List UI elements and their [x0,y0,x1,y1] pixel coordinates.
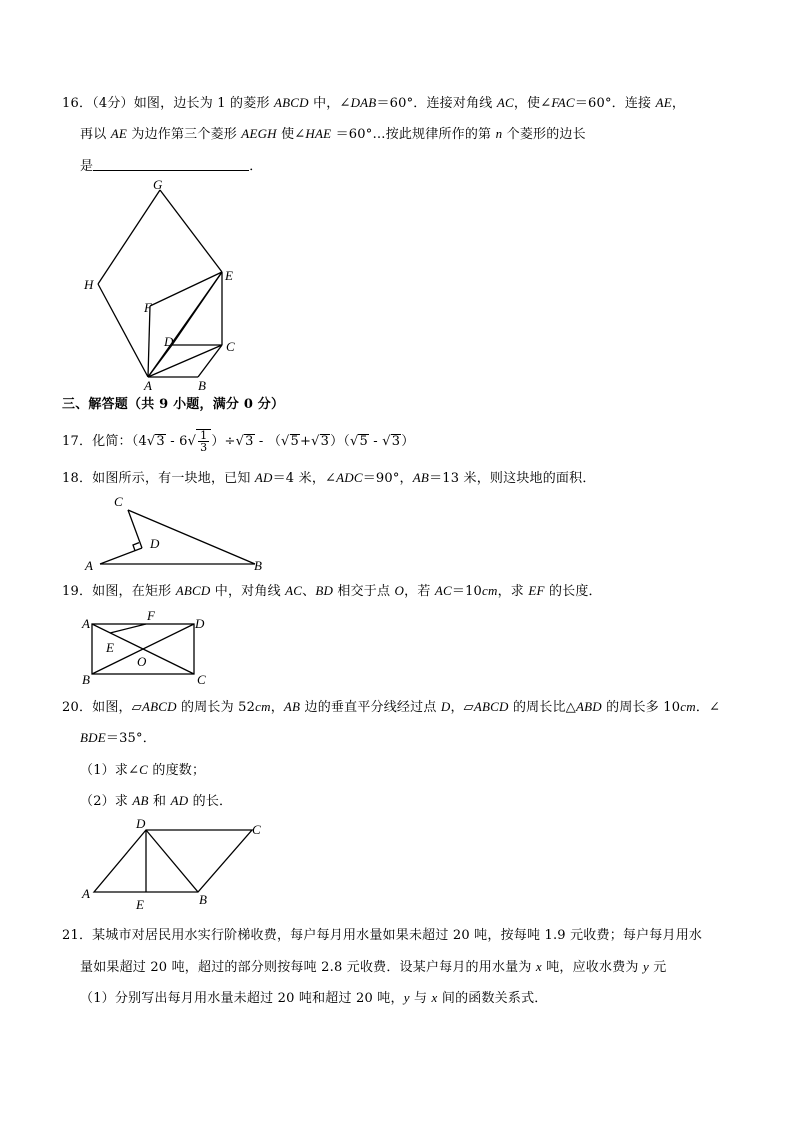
q16-var: AE [110,126,128,141]
q20-text: ＝35°． [105,731,156,746]
q21-line-1: 21．某城市对居民用水实行阶梯收费，每户每月用水量如果未超过 20 吨，按每吨 1.9 元收费；每户每月用水 [62,928,703,943]
q16-var: HAE [305,126,332,141]
q21-text: 量如果超过 20 吨，超过的部分则按每吨 2.8 元收费．设某户每月的用水量为 [80,960,536,975]
q21-text: （1）分别写出每月用水量未超过 20 吨和超过 20 吨， [80,991,404,1006]
label-C: C [114,494,123,509]
edge-CB [128,510,255,564]
q20-unit: cm [680,699,696,714]
q20-text: （2）求 [80,794,133,809]
label-D: D [150,536,160,551]
parallelogram-ABCD [94,830,252,892]
q19-text: 的长度． [544,584,602,599]
q18-var: AB [412,470,430,485]
q20-text: 的周长比△ [508,700,576,715]
q16-line-1 [62,94,685,113]
q17-text: ）÷ [211,434,236,449]
label-E: E [136,897,144,912]
q21-var: x [535,959,542,974]
edge-DE [172,272,222,345]
q20-text: 的长． [188,794,233,809]
q19-unit: cm [482,583,498,598]
q20-text: 的周长多 10 [601,700,681,715]
q16-text: ， [671,96,686,111]
q20-text: ， [270,700,284,715]
label-F: F [147,608,155,623]
q21-text: 元 [648,960,667,975]
label-E: E [106,640,114,655]
q16-text: ＝60°．连接 [574,96,656,111]
radicand: 5 [359,434,368,449]
q20-line-2 [80,729,156,748]
section-3-heading: 三、解答题（共 9 小题，满分 0 分） [62,397,285,412]
edge-AD [100,548,142,564]
q17-text: - （ [254,434,282,449]
q16-text: 个菱形的边长 [502,127,586,142]
q20-text: 的度数； [148,763,206,778]
label-E: E [225,268,233,283]
q16-text: 是 [80,159,94,174]
edge-GE [160,190,222,272]
q19-text: 、 [302,584,316,599]
q18-var: ADC [336,470,363,485]
label-G: G [153,177,163,192]
label-A: A [85,558,93,573]
q16-line-2 [80,125,586,144]
q19-var: AC [285,583,303,598]
q19-var: EF [528,583,545,598]
label-F: F [144,300,152,315]
q16-var: AEGH [241,126,277,141]
q16-text: ＝60°．连接对角线 [376,96,497,111]
q21-text: 吨，应收水费为 [541,960,643,975]
label-B: B [82,672,90,687]
q16-var: AC [496,95,514,110]
q16-var: AE [655,95,672,110]
q21-text: 与 [409,991,432,1006]
q20-var: ABD [575,699,602,714]
q19-text: 19．如图，在矩形 [62,584,176,599]
label-B: B [254,558,262,573]
q20-text: 的周长为 52 [176,700,256,715]
q16-text: ，使∠ [513,96,552,111]
q18-var: AD [254,470,273,485]
label-O: O [137,654,147,669]
q16-rhombus-figure [78,178,258,393]
numerator: 1 [200,429,208,442]
radicand: 3 [156,434,165,449]
radicand: 5 [290,434,300,449]
q20-text: 边的垂直平分线经过点 [300,700,441,715]
q16-var: FAC [551,95,575,110]
label-H: H [84,277,94,292]
q16-text: 为边作第三个菱形 [127,127,242,142]
q18-text: ＝13 米，则这块地的面积． [429,471,596,486]
label-D: D [164,334,174,349]
q17-text: ） [401,434,415,449]
q19-text: ＝10 [451,584,483,599]
q17-text: - [368,434,383,449]
fraction-root [196,429,211,453]
q20-text: （1）求∠ [80,763,140,778]
q20-text: ，▱ [450,700,474,715]
q18-text: ＝4 米，∠ [272,471,337,486]
q16-var: n [495,126,503,141]
radicand: 3 [391,434,401,449]
label-B: B [199,892,207,907]
q20-text: 20．如图，▱ [62,700,142,715]
q20-parallelogram-figure [80,818,280,913]
q21-sub-1 [80,989,547,1008]
label-B: B [198,378,206,393]
q19-rectangle-figure [80,606,230,686]
q20-var: C [139,762,149,777]
q16-text: 再以 [80,127,111,142]
q18-line [62,469,596,488]
label-C: C [197,672,206,687]
q17-text: ）（ [330,434,350,449]
q16-text: ＝60°…按此规律所作的第 [331,127,496,142]
label-A: A [82,886,90,901]
q20-unit: cm [255,699,271,714]
edge-FE [150,272,222,306]
q21-var: x [431,990,438,1005]
q16-text: 使∠ [276,127,306,142]
q20-var: AB [283,699,301,714]
q19-line [62,582,602,601]
q18-text: 18．如图所示，有一块地，已知 [62,471,255,486]
q19-text: 相交于点 [333,584,395,599]
q19-var: ABCD [175,583,211,598]
q20-var: ABCD [473,699,509,714]
q19-text: ，若 [404,584,435,599]
radicand: 3 [245,434,254,449]
q17-text: 17．化简：（4 [62,434,147,449]
q20-text: 和 [148,794,171,809]
label-D: D [195,616,205,631]
edge-AF [148,306,150,377]
q20-text: ．∠ [695,700,721,715]
q16-var: DAB [350,95,377,110]
diagonal-DB [146,830,198,892]
q19-var: AC [434,583,452,598]
label-A: A [144,378,152,393]
q18-text: ＝90°， [362,471,413,486]
q20-var: D [440,699,451,714]
q16-text: 16．（4分）如图，边长为 1 的菱形 [62,96,274,111]
q16-var: ABCD [273,95,309,110]
label-C: C [252,822,261,837]
q20-sub-2 [80,792,232,811]
q16-line-3 [80,157,262,176]
q17-text: + [300,434,312,449]
q20-sub-1 [80,761,205,780]
edge-HA [98,284,148,377]
answer-blank[interactable] [93,157,249,171]
q21-text: 间的函数关系式． [437,991,548,1006]
q19-var: O [394,583,405,598]
q20-var: ABCD [141,699,177,714]
q21-line-2 [80,958,666,977]
q19-text: 中，对角线 [210,584,286,599]
label-C: C [226,339,235,354]
q19-text: ，求 [497,584,529,599]
q21-var: y [403,990,410,1005]
q20-line-1 [62,698,720,717]
edge-GH [98,190,160,284]
q20-var: AD [170,793,189,808]
q16-text: ． [249,159,263,174]
q19-var: BD [315,583,334,598]
radicand: 3 [320,434,330,449]
q20-var: BDE [80,730,106,745]
q17-line: 17．化简：（4√3 - 6√ $\frac{1}{3}$ ）÷√3 - （√5+√3）（√5 - √3） [62,429,415,454]
label-A: A [82,616,90,631]
label-D: D [136,816,146,831]
q21-var: y [642,959,649,974]
segment-EF [110,624,146,633]
q18-figure [80,492,280,572]
q20-var: AB [132,793,149,808]
denominator: 3 [200,441,208,454]
q16-text: 中，∠ [308,96,351,111]
fraction [198,430,209,453]
q17-text: - 6 [165,434,188,449]
